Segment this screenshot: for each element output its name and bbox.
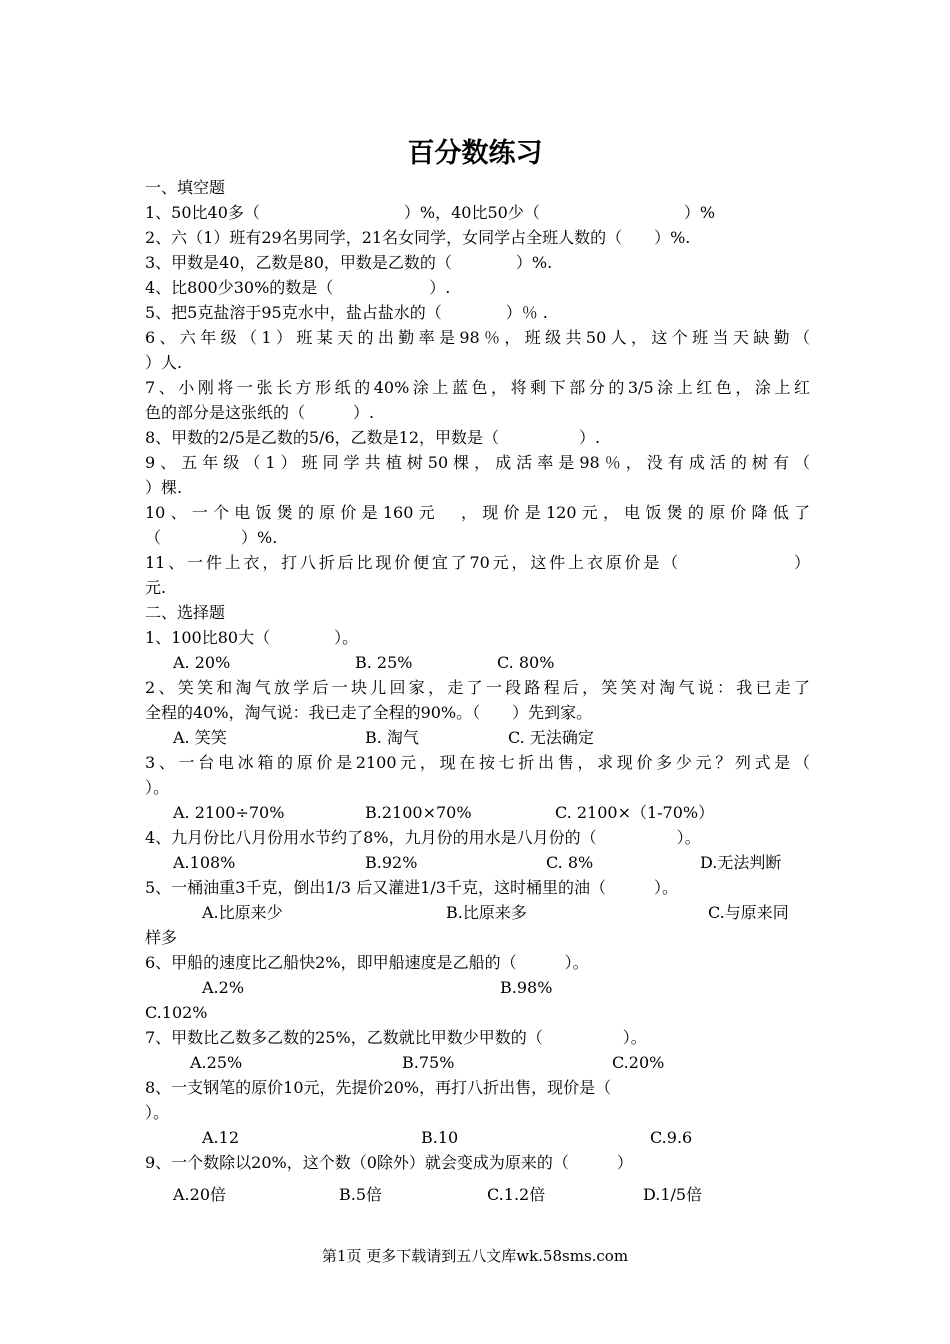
page-footer: 第1页 更多下载请到五八文库wk.58sms.com bbox=[321, 1247, 629, 1265]
mc-5-option-b: B.比原来多 bbox=[446, 903, 527, 922]
mc-question-3-line2: ）。 bbox=[145, 778, 170, 797]
question-11-line2: 元. bbox=[145, 578, 167, 597]
question-7-line1: 7、小刚将一张长方形纸的40%涂上蓝色，将剩下部分的3/5涂上红色，涂上红 bbox=[145, 378, 810, 397]
mc-6-option-c: C.102% bbox=[145, 1003, 208, 1022]
question-6-line2: ）人. bbox=[145, 353, 183, 372]
question-2: 2、六（1）班有29名男同学，21名女同学，女同学占全班人数的（ ）%. bbox=[145, 228, 691, 247]
mc-4-option-a: A.108% bbox=[173, 853, 236, 872]
question-5: 5、把5克盐溶于95克水中，盐占盐水的（ ）％ . bbox=[145, 303, 548, 322]
mc-6-option-a: A.2% bbox=[202, 978, 245, 997]
mc-2-option-a: A. 笑笑 bbox=[173, 728, 227, 747]
mc-8-option-c: C.9.6 bbox=[650, 1128, 693, 1147]
question-4: 4、比800少30%的数是（ ）. bbox=[145, 278, 451, 297]
mc-5-option-a: A.比原来少 bbox=[202, 903, 283, 922]
mc-question-1: 1、100比80大（ ）。 bbox=[145, 628, 359, 647]
mc-4-option-c: C. 8% bbox=[546, 853, 594, 872]
mc-1-option-a: A. 20% bbox=[173, 653, 231, 672]
mc-question-8-line2: ）。 bbox=[145, 1103, 170, 1122]
mc-8-option-b: B.10 bbox=[421, 1128, 459, 1147]
question-8: 8、甲数的2/5是乙数的5/6，乙数是12，甲数是（ ）. bbox=[145, 428, 601, 447]
mc-2-option-c: C. 无法确定 bbox=[508, 728, 594, 747]
question-1: 1、50比40多（ ）%，40比50少（ ）% bbox=[145, 203, 716, 222]
mc-3-option-a: A. 2100÷70% bbox=[173, 803, 285, 822]
question-11-line1: 11、一件上衣，打八折后比现价便宜了70元，这件上衣原价是（ ） bbox=[145, 553, 810, 572]
mc-1-option-c: C. 80% bbox=[497, 653, 555, 672]
mc-4-option-b: B.92% bbox=[365, 853, 418, 872]
mc-3-option-b: B.2100×70% bbox=[365, 803, 472, 822]
mc-3-option-c: C. 2100×（1-70%） bbox=[555, 803, 715, 822]
section-heading-fill-blank: 一、填空题 bbox=[145, 178, 226, 197]
mc-question-3-line1: 3、一台电冰箱的原价是2100元，现在按七折出售，求现价多少元？列式是（ bbox=[145, 753, 810, 772]
question-10-line2: （ ）%. bbox=[145, 528, 278, 547]
mc-1-option-b: B. 25% bbox=[355, 653, 413, 672]
mc-question-6: 6、甲船的速度比乙船快2%，即甲船速度是乙船的（ ）。 bbox=[145, 953, 589, 972]
mc-9-option-b: B.5倍 bbox=[339, 1185, 383, 1204]
mc-question-8-line1: 8、一支钢笔的原价10元，先提价20%，再打八折出售，现价是（ bbox=[145, 1078, 612, 1097]
question-9-line1: 9、五年级（1）班同学共植树50棵，成活率是98％，没有成活的树有（ bbox=[145, 453, 810, 472]
mc-5-option-c: C.与原来同 bbox=[708, 903, 789, 922]
mc-4-option-d: D.无法判断 bbox=[700, 853, 782, 872]
mc-question-9: 9、一个数除以20%，这个数（0除外）就会变成为原来的（ ） bbox=[145, 1153, 633, 1172]
mc-7-option-c: C.20% bbox=[612, 1053, 665, 1072]
question-9-line2: ）棵. bbox=[145, 478, 183, 497]
page-title: 百分数练习 bbox=[407, 138, 543, 169]
question-3: 3、甲数是40，乙数是80，甲数是乙数的（ ）%. bbox=[145, 253, 553, 272]
mc-9-option-c: C.1.2倍 bbox=[487, 1185, 546, 1204]
question-10-line1: 10、一个电饭煲的原价是160元 ，现价是120元，电饭煲的原价降低了 bbox=[145, 503, 810, 522]
mc-6-option-b: B.98% bbox=[500, 978, 553, 997]
mc-question-2-line2: 全程的40%，淘气说：我已走了全程的90%。（ ）先到家。 bbox=[145, 703, 593, 722]
mc-question-2-line1: 2、笑笑和淘气放学后一块儿回家，走了一段路程后，笑笑对淘气说：我已走了 bbox=[145, 678, 810, 697]
mc-7-option-b: B.75% bbox=[402, 1053, 455, 1072]
question-7-line2: 色的部分是这张纸的（ ）. bbox=[145, 403, 375, 422]
mc-9-option-d: D.1/5倍 bbox=[643, 1185, 703, 1204]
section-heading-multiple-choice: 二、选择题 bbox=[145, 603, 226, 622]
mc-question-4: 4、九月份比八月份用水节约了8%，九月份的用水是八月份的（ ）。 bbox=[145, 828, 701, 847]
mc-7-option-a: A.25% bbox=[190, 1053, 243, 1072]
mc-question-5: 5、一桶油重3千克，倒出1/3 后又灌进1/3千克，这时桶里的油（ ）。 bbox=[145, 878, 678, 897]
question-6-line1: 6、六年级（1）班某天的出勤率是98％，班级共50人，这个班当天缺勤（ bbox=[145, 328, 810, 347]
mc-9-option-a: A.20倍 bbox=[173, 1185, 227, 1204]
mc-8-option-a: A.12 bbox=[202, 1128, 239, 1147]
mc-question-7: 7、甲数比乙数多乙数的25%，乙数就比甲数少甲数的（ ）。 bbox=[145, 1028, 647, 1047]
mc-5-option-c-continued: 样多 bbox=[145, 928, 178, 947]
mc-2-option-b: B. 淘气 bbox=[365, 728, 419, 747]
